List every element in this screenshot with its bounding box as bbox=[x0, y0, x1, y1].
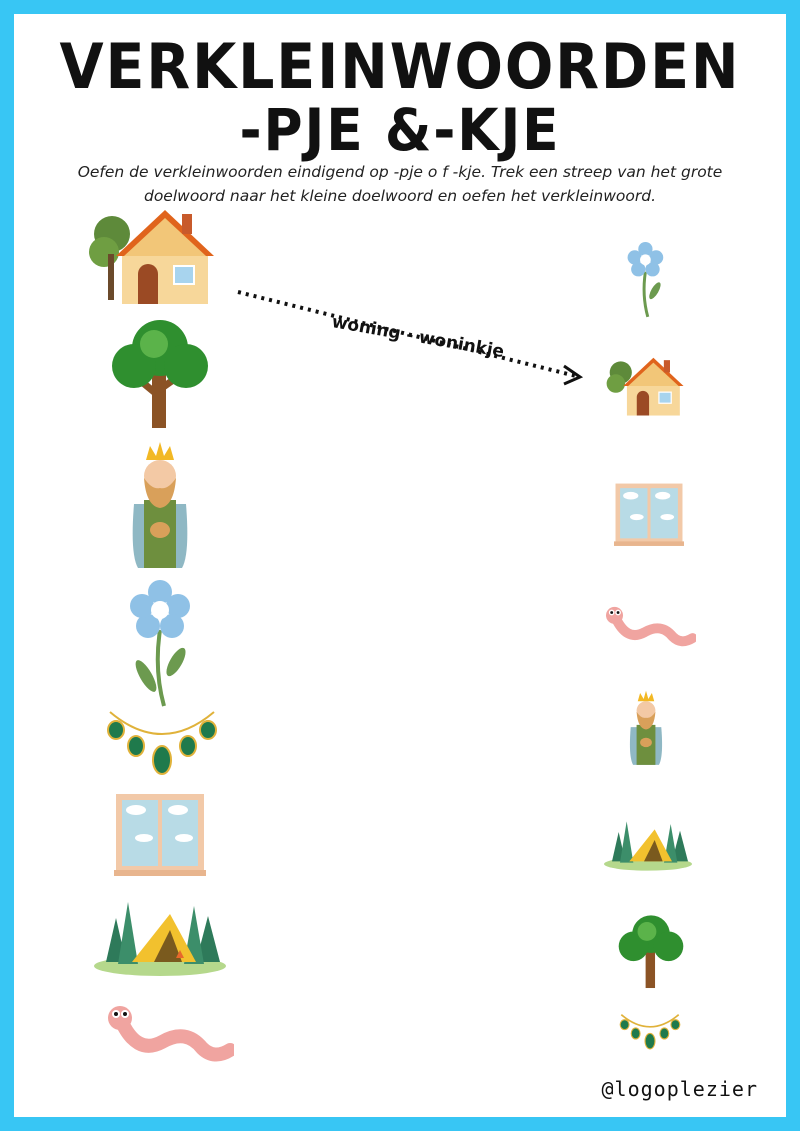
instructions-text: Oefen de verkleinwoorden eindigend op -pje o f -kje. Trek een streep van het grote doelwoord naar het kleine doelwoord en oefen het verkleinwoord. bbox=[77, 163, 723, 205]
title-line-1: VERKLEINWOORDEN bbox=[59, 30, 741, 103]
tent-icon bbox=[92, 888, 228, 978]
necklace-icon bbox=[104, 708, 220, 786]
tree-icon bbox=[108, 316, 212, 430]
small-necklace-icon bbox=[618, 1012, 682, 1056]
title-line-2: -PJE &-KJE bbox=[239, 96, 561, 164]
flower-icon bbox=[124, 580, 198, 708]
example-label: woning - woninkje bbox=[330, 312, 506, 363]
small-worm-icon bbox=[604, 604, 696, 648]
small-tent-icon bbox=[602, 812, 694, 872]
king-icon bbox=[126, 434, 194, 570]
house-icon bbox=[88, 204, 218, 308]
small-window-icon bbox=[614, 482, 684, 546]
worksheet-page bbox=[14, 14, 786, 1117]
small-house-icon bbox=[606, 354, 686, 418]
small-king-icon bbox=[626, 686, 666, 766]
credit-text: @logoplezier bbox=[601, 1077, 758, 1101]
small-tree-icon bbox=[616, 912, 686, 990]
window-icon bbox=[114, 792, 206, 876]
worm-icon bbox=[106, 1002, 234, 1064]
small-flower-icon bbox=[624, 240, 668, 320]
